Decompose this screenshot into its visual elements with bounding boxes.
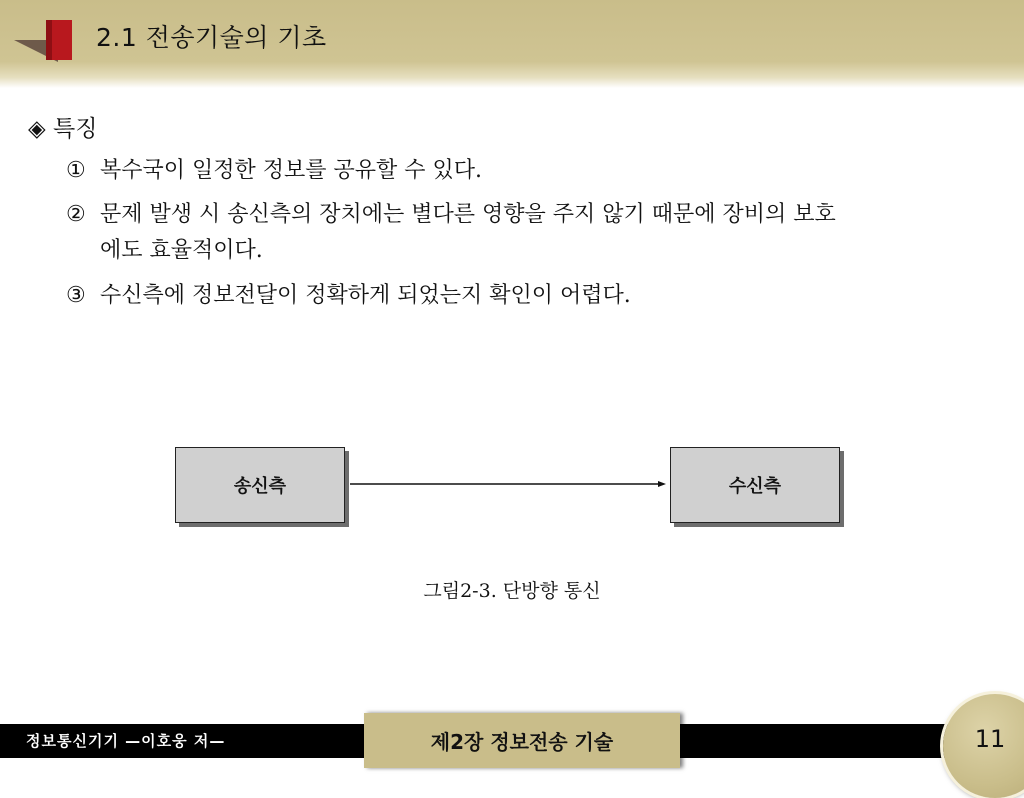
list-item-3 bbox=[66, 278, 631, 309]
item-text: 수신측에 정보전달이 정확하게 되었는지 확인이 어렵다. bbox=[100, 283, 631, 308]
page-number: 11 bbox=[974, 725, 1006, 753]
sender-box: 송신측 bbox=[175, 447, 345, 523]
receiver-box: 수신측 bbox=[670, 447, 840, 523]
list-item-1 bbox=[66, 153, 482, 184]
item-text: 복수국이 일정한 정보를 공유할 수 있다. bbox=[100, 158, 482, 183]
footer-course-title: 정보통신기기 —이호웅 저— bbox=[26, 732, 226, 750]
item-number: ③ bbox=[66, 283, 86, 308]
list-item-2-continuation: 에도 효율적이다. bbox=[100, 238, 263, 263]
item-number: ① bbox=[66, 158, 86, 183]
figure-caption: 그림2-3. 단방향 통신 bbox=[423, 580, 601, 602]
red-bookmark-icon bbox=[12, 20, 76, 64]
item-number: ② bbox=[66, 202, 86, 227]
item-text: 문제 발생 시 송신측의 장치에는 별다른 영향을 주지 않기 때문에 장비의 보호 bbox=[100, 202, 836, 227]
section-heading: ◈ 특징 bbox=[28, 116, 98, 142]
footer-chapter-title: 제2장 정보전송 기술 bbox=[364, 713, 680, 768]
slide-title: 2.1 전송기술의 기초 bbox=[96, 23, 327, 52]
arrow-icon bbox=[346, 474, 670, 494]
list-item-2 bbox=[66, 197, 836, 228]
